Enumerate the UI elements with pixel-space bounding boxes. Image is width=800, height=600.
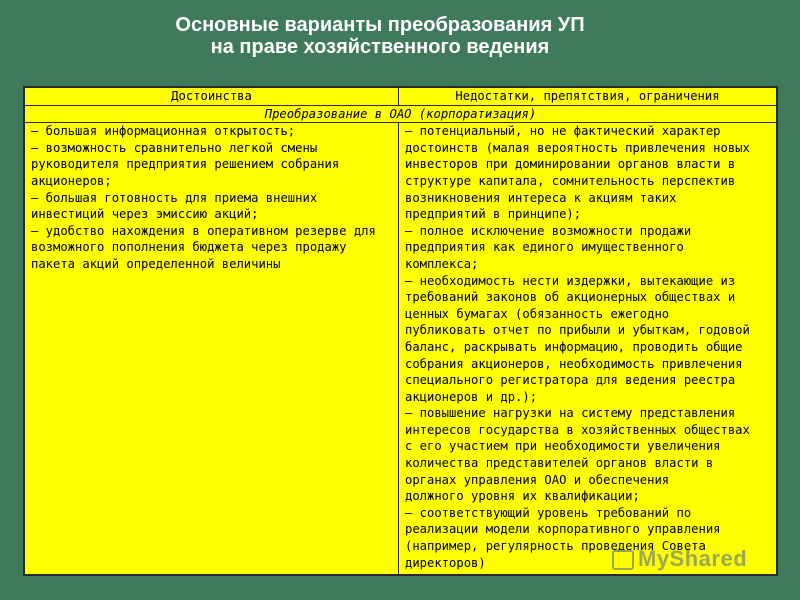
text-line: достоинств (малая вероятность привлечения новых [405,140,750,155]
text-line: структуре капитала, сомнительность перспектив [405,173,736,188]
text-line: – повышение нагрузки на систему представления [405,406,736,421]
presentation-icon [612,550,634,570]
text-line: количества представителей органов власти в [405,456,714,471]
text-line: – удобство нахождения в оперативном резерве для [31,223,376,238]
header-advantages: Достоинства [25,88,399,106]
text-line: комплекса; [405,256,479,271]
text-line: – соответствующий уровень требований по [405,505,692,520]
text-line: – большая информационная открытость; [31,124,296,139]
disadvantages-cell [399,123,777,575]
text-line: предприятий в принципе); [405,207,582,222]
text-line: предприятия как единого имущественного [405,240,684,255]
text-line: баланс, раскрывать информацию, проводить общие [405,339,743,354]
text-line: – возможность сравнительно легкой смены [31,140,318,155]
watermark-text: MyShared [638,546,748,571]
section-title: Преобразование в ОАО (корпоратизация) [25,105,777,123]
text-line: акционеров; [31,173,112,188]
table-row [25,123,777,575]
text-line: инвесторов при доминировании органов власти в [405,157,736,172]
slide-title-line-1: Основные варианты преобразования УП [175,14,585,36]
text-line: интересов государства в хозяйственных обществах [405,422,750,437]
text-line: руководителя предприятия решением собрания [31,157,340,172]
text-line: акционеров и др.); [405,389,538,404]
text-line: с его участием при необходимости увеличения [405,439,721,454]
comparison-table [23,86,778,576]
watermark-logo [612,546,747,572]
advantages-cell [25,123,399,575]
text-line: – необходимость нести издержки, вытекающие из [405,273,736,288]
text-line: ценных бумагах (обязанность ежегодно [405,306,670,321]
text-line: публиковать отчет по прибыли и убыткам, годовой [405,323,750,338]
text-line: – большая готовность для приема внешних [31,190,318,205]
text-line: реализации модели корпоративного управления [405,522,721,537]
text-line: инвестиций через эмиссию акций; [31,207,259,222]
text-line: (например, регулярность проведения Совета [405,539,706,554]
text-line: – полное исключение возможности продажи [405,223,692,238]
section-row [25,105,777,123]
text-line: директоров) [405,555,486,570]
text-line: – потенциальный, но не фактический характер [405,124,721,139]
slide-title [0,14,800,58]
text-line: органах управления ОАО и обеспечения [405,472,670,487]
text-line: возможного пополнения бюджета через продажу [31,240,347,255]
text-line: собрания акционеров, необходимость привлечения [405,356,743,371]
text-line: должного уровня их квалификации; [405,489,640,504]
table-header-row [25,88,777,106]
text-line: специального регистратора для ведения реестра [405,373,736,388]
text-line: требований законов об акционерных обществах и [405,290,736,305]
text-line: возникновения интереса к акциям таких [405,190,677,205]
slide-title-line-2: на праве хозяйственного ведения [210,36,550,58]
text-line: пакета акций определенной величины [31,256,281,271]
header-disadvantages: Недостатки, препятствия, ограничения [399,88,777,106]
